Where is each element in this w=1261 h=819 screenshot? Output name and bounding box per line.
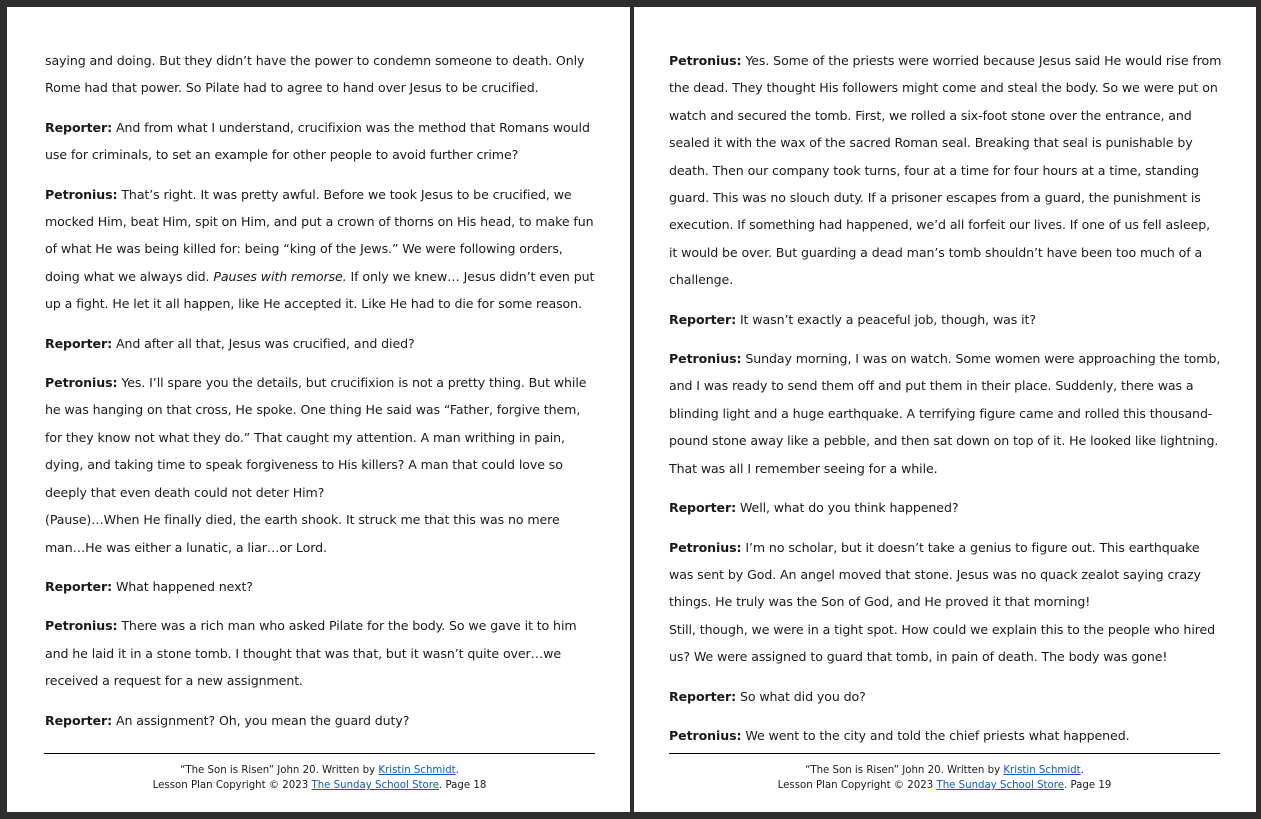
page-body <box>45 47 598 746</box>
footer-line-2: Lesson Plan Copyright © 2023 The Sunday School Store. Page 18 <box>152 780 487 791</box>
store-link[interactable]: The Sunday School Store <box>311 780 439 791</box>
paragraph-continuation: Still, though, we were in a tight spot. How could we explain this to the people who hired us? We were assigned to guard that tomb, in pain of death. The body was gone! <box>669 621 1216 665</box>
paragraph-continuation: saying and doing. But they didn’t have the power to condemn someone to death. Only Rome had that power. So Pilate had to agree to hand over Jesus to be crucified. <box>45 53 585 96</box>
page-footer <box>669 753 1220 793</box>
paragraph-reporter: Reporter: It wasn’t exactly a peaceful job, though, was it? <box>669 311 1036 327</box>
speaker-label: Petronius: <box>669 53 742 68</box>
speaker-label: Reporter: <box>45 712 113 728</box>
paragraph-reporter: Reporter: And after all that, Jesus was crucified, and died? <box>45 335 415 351</box>
store-link[interactable]: The Sunday School Store <box>936 780 1064 791</box>
paragraph-petronius: Petronius: I’m no scholar, but it doesn’t take a genius to figure out. This earthquake was sent by God. An angel moved that stone. Jesus was no quack zealot saying crazy things. He truly was the Son of God, and He proved it that morning! <box>669 539 1201 610</box>
speaker-label: Reporter: <box>669 688 737 704</box>
speaker-label: Reporter: <box>45 578 113 594</box>
speaker-label: Petronius: <box>45 375 118 391</box>
speaker-label: Petronius: <box>669 351 742 367</box>
speaker-label: Petronius: <box>45 186 118 202</box>
paragraph-petronius: Petronius: That’s right. It was pretty awful. Before we took Jesus to be crucified, we mocked Him, beat Him, spit on Him, and put a crown of thorns on His head, to make fun of what He was being killed for: being “king of the Jews.” We were following orders, doing what we always did. Pauses with remorse. If only we knew… Jesus didn’t even put up a fight. He let it all happen, like He accepted it. Like He had to die for some reason. <box>45 186 595 312</box>
document-page-19 <box>634 7 1256 812</box>
paragraph-petronius: Petronius: There was a rich man who asked Pilate for the body. So we gave it to him and he laid it in a stone tomb. I thought that was that, but it wasn’t quite over…we received a request for a new assignment. <box>45 618 577 689</box>
paragraph-reporter: Reporter: What happened next? <box>45 578 253 594</box>
stage-direction: Pauses with remorse. <box>213 268 347 284</box>
speaker-label: Petronius: <box>669 727 742 743</box>
speaker-label: Petronius: <box>45 618 118 634</box>
paragraph-petronius: Petronius: Yes. Some of the priests were worried because Jesus said He would rise from the dead. They thought His followers might come and steal the body. So we were put on watch and secured the tomb. First, we rolled a six-foot stone over the entrance, and sealed it with the wax of the sacred Roman seal. Breaking that seal is punishable by death. Then our company took turns, four at a time for four hours at a time, standing guard. This was no slouch duty. If a prisoner escapes from a guard, the punishment is execution. If something had happened, we’d all forfeit our lives. If one of us fell asleep, it would be over. But guarding a dead man’s tomb shouldn’t have been too much of a challenge. <box>669 53 1222 288</box>
speaker-label: Reporter: <box>669 311 737 327</box>
page-body <box>669 47 1222 761</box>
author-link[interactable]: Kristin Schmidt <box>1003 765 1081 776</box>
footer-line-2: Lesson Plan Copyright © 2023 The Sunday School Store. Page 19 <box>777 780 1112 791</box>
paragraph-petronius: Petronius: We went to the city and told the chief priests what happened. <box>669 727 1130 743</box>
page-footer <box>44 753 595 793</box>
footer-line-1: “The Son is Risen” John 20. Written by Kristin Schmidt. <box>805 765 1084 776</box>
speaker-label: Reporter: <box>669 500 737 516</box>
author-link[interactable]: Kristin Schmidt <box>378 765 456 776</box>
document-page-18 <box>7 7 630 812</box>
speaker-label: Petronius: <box>669 539 742 555</box>
speaker-label: Reporter: <box>45 335 113 351</box>
paragraph-reporter: Reporter: So what did you do? <box>669 688 866 704</box>
paragraph-pause: (Pause)…When He finally died, the earth shook. It struck me that this was no mere man…He was either a lunatic, a liar…or Lord. <box>45 512 560 555</box>
speaker-label: Reporter: <box>45 119 113 135</box>
paragraph-petronius: Petronius: Sunday morning, I was on watch. Some women were approaching the tomb, and I was ready to send them off and put them in their place. Suddenly, there was a blinding light and a huge earthquake. A terrifying figure came and rolled this thousand-pound stone away like a pebble, and then sat down on top of it. He looked like lightning. That was all I remember seeing for a while. <box>669 351 1221 476</box>
paragraph-petronius: Petronius: Yes. I’ll spare you the details, but crucifixion is not a pretty thing. But while he was hanging on that cross, He spoke. One thing He said was “Father, forgive them, for they know not what they do.” That caught my attention. A man writhing in pain, dying, and taking time to speak forgiveness to His killers? A man that could love so deeply that even death could not deter Him? <box>45 375 587 500</box>
paragraph-reporter: Reporter: An assignment? Oh, you mean the guard duty? <box>45 712 410 728</box>
paragraph-reporter: Reporter: And from what I understand, crucifixion was the method that Romans would use for criminals, to set an example for other people to avoid further crime? <box>45 119 590 163</box>
paragraph-reporter: Reporter: Well, what do you think happened? <box>669 500 959 516</box>
footer-line-1: “The Son is Risen” John 20. Written by Kristin Schmidt. <box>180 765 459 776</box>
